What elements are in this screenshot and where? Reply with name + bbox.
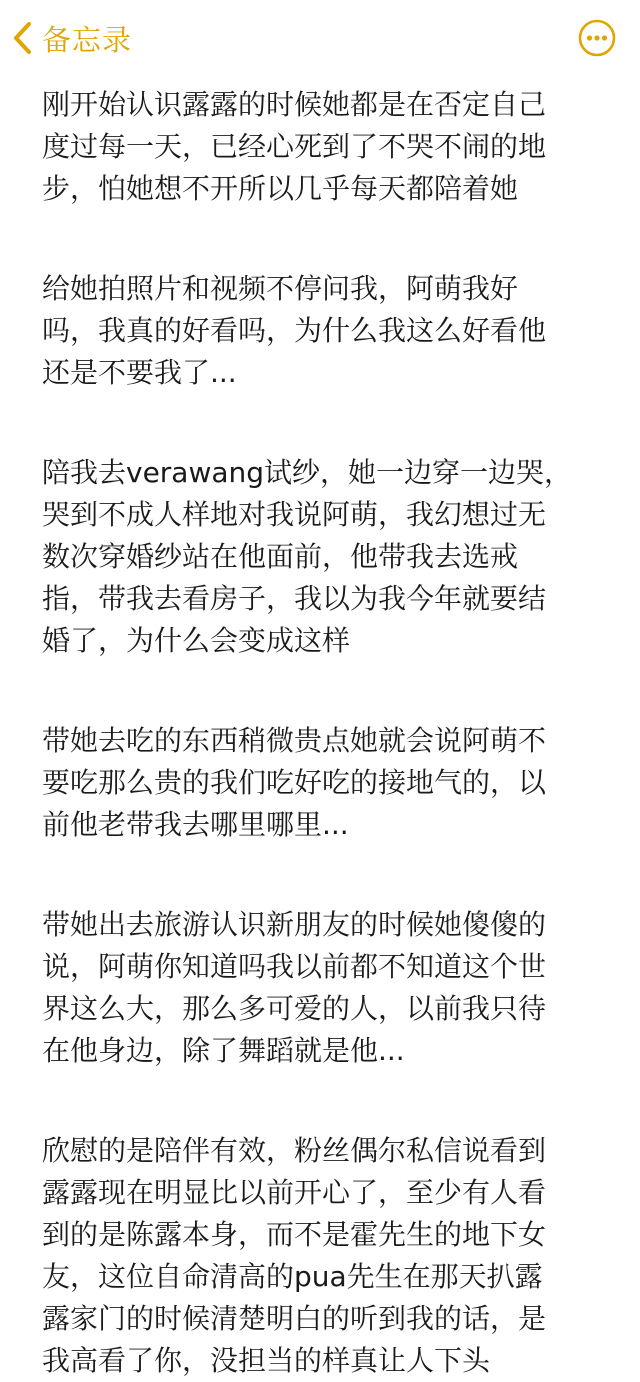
note-paragraph: 给她拍照片和视频不停问我，阿萌我好 吗，我真的好看吗，为什么我这么好看他 还是不要我了...: [42, 272, 547, 389]
note-paragraph: 带她去吃的东西稍微贵点她就会说阿萌不 要吃那么贵的我们吃好吃的接地气的，以 前他老带我去哪里哪里...: [42, 724, 547, 841]
back-button[interactable]: [12, 16, 132, 60]
note-paragraph: 欣慰的是陪伴有效，粉丝偶尔私信说看到 露露现在明显比以前开心了，至少有人看 到的是陈露本身，而不是霍先生的地下女 友，这位自命清高的pua先生在那天扒露 露家门的时候清楚明白的听到我的话，是 我高看了你，没担当的样真让人下头: [42, 1134, 547, 1377]
chevron-left-icon: [12, 21, 34, 55]
note-paragraph: 带她出去旅游认识新朋友的时候她傻傻的 说，阿萌你知道吗我以前都不知道这个世 界这么大，那么多可爱的人，以前我只待 在他身边，除了舞蹈就是他...: [42, 908, 547, 1067]
more-button[interactable]: [578, 19, 616, 57]
note-paragraph: 陪我去verawang试纱，她一边穿一边哭， 哭到不成人样地对我说阿萌，我幻想过无 数次穿婚纱站在他面前，他带我去选戒 指，带我去看房子，我以为我今年就要结 婚了，为什么会变成这样: [42, 456, 573, 657]
back-label: 备忘录: [42, 22, 133, 57]
note-body[interactable]: [42, 84, 612, 1382]
note-paragraph: 刚开始认识露露的时候她都是在否定自己 度过每一天，已经心死到了不哭不闹的地 步，怕她想不开所以几乎每天都陪着她: [42, 88, 547, 205]
ellipsis-circle-icon: [578, 42, 616, 61]
navigation-bar: [0, 0, 640, 78]
